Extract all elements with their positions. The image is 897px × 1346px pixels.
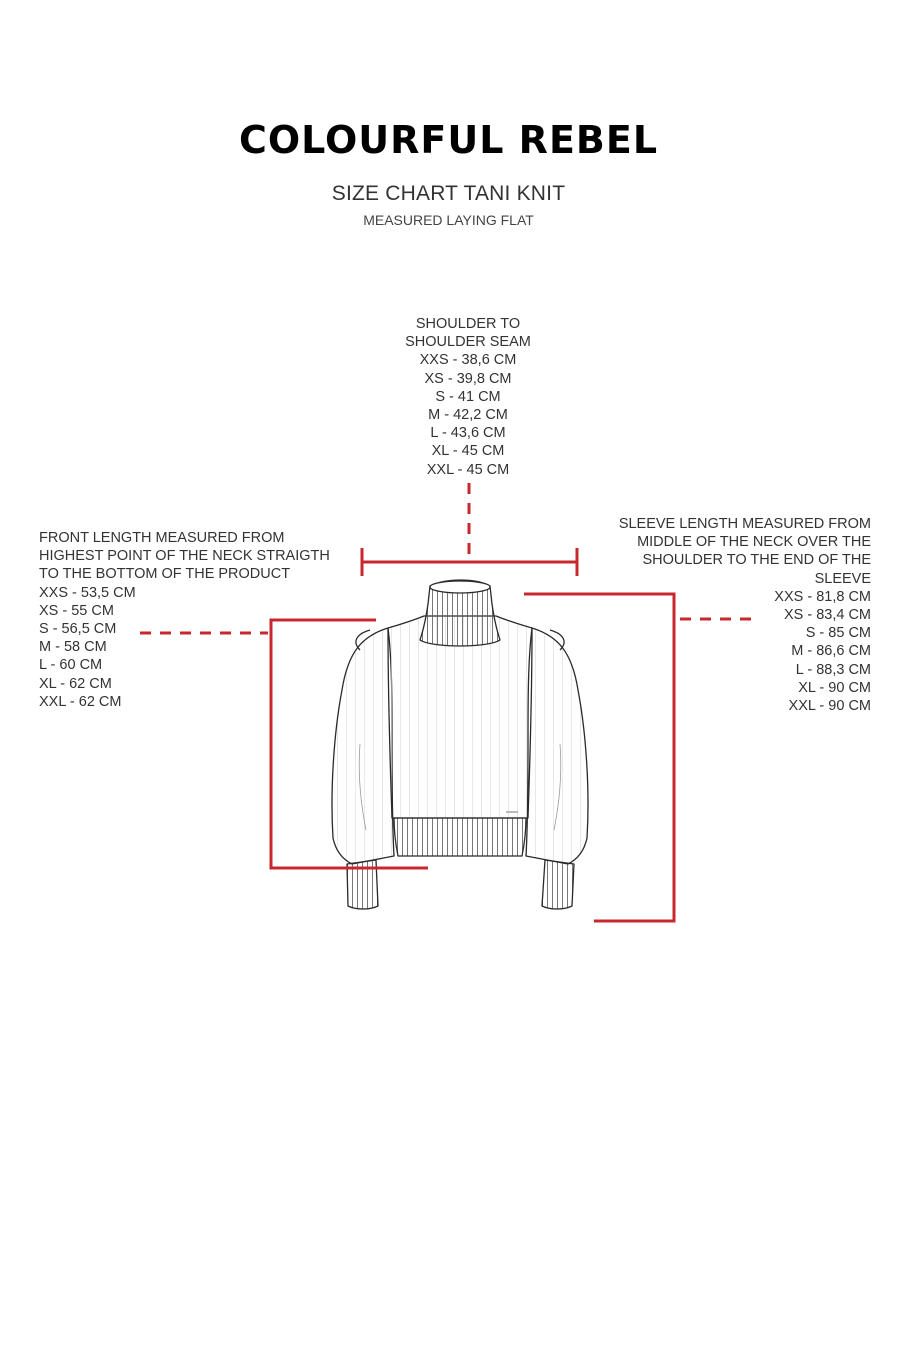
sleeve-size-xs: XS - 83,4 CM [783, 607, 871, 624]
page-subtitle: MEASURED LAYING FLAT [363, 212, 534, 228]
front-size-xs: XS - 55 CM [39, 602, 114, 619]
shoulder-size-s: S - 41 CM [435, 388, 501, 405]
front-size-xxs: XXS - 53,5 CM [39, 584, 136, 601]
sleeve-size-m: M - 86,6 CM [791, 643, 871, 660]
shoulder-size-xxs: XXS - 38,6 CM [419, 352, 517, 369]
right-cuff [542, 860, 574, 909]
sleeve-label-line: MIDDLE OF THE NECK OVER THE [637, 534, 871, 551]
right-sleeve [526, 628, 588, 864]
brand-logo: COLOURFUL REBEL [238, 118, 659, 162]
sleeve-size-l: L - 88,3 CM [795, 661, 871, 678]
shoulder-size-m: M - 42,2 CM [428, 407, 508, 424]
front-size-m: M - 58 CM [39, 639, 107, 656]
sleeve-label-line: SLEEVE [814, 570, 871, 587]
left-sleeve [332, 628, 394, 864]
sleeve-size-xl: XL - 90 CM [798, 679, 871, 696]
hem-band [394, 818, 526, 856]
shoulder-size-xs: XS - 39,8 CM [424, 370, 512, 387]
front-size-l: L - 60 CM [39, 657, 103, 674]
shoulder-label-line: SHOULDER SEAM [405, 334, 531, 351]
front-label-line: TO THE BOTTOM OF THE PRODUCT [39, 566, 291, 583]
front-size-s: S - 56,5 CM [39, 621, 117, 638]
sleeve-size-xxl: XXL - 90 CM [788, 698, 871, 715]
page-title: SIZE CHART TANI KNIT [331, 182, 566, 205]
shoulder-label-line: SHOULDER TO [415, 316, 521, 332]
shoulder-size-xxl: XXL - 45 CM [426, 461, 510, 478]
front-size-xl: XL - 62 CM [39, 675, 112, 692]
front-label-line: FRONT LENGTH MEASURED FROM [39, 530, 285, 546]
sweater-sketch [332, 580, 588, 909]
shoulder-size-xl: XL - 45 CM [431, 443, 505, 460]
front-label-line: HIGHEST POINT OF THE NECK STRAIGTH [39, 548, 330, 565]
sleeve-label-line: SHOULDER TO THE END OF THE [642, 552, 871, 569]
sleeve-size-xxs: XXS - 81,8 CM [774, 588, 871, 605]
shoulder-size-l: L - 43,6 CM [430, 425, 506, 442]
sleeve-size-s: S - 85 CM [805, 625, 871, 642]
front-size-xxl: XXL - 62 CM [39, 693, 122, 710]
collar-opening [430, 581, 490, 593]
sleeve-label-line: SLEEVE LENGTH MEASURED FROM [618, 516, 871, 532]
